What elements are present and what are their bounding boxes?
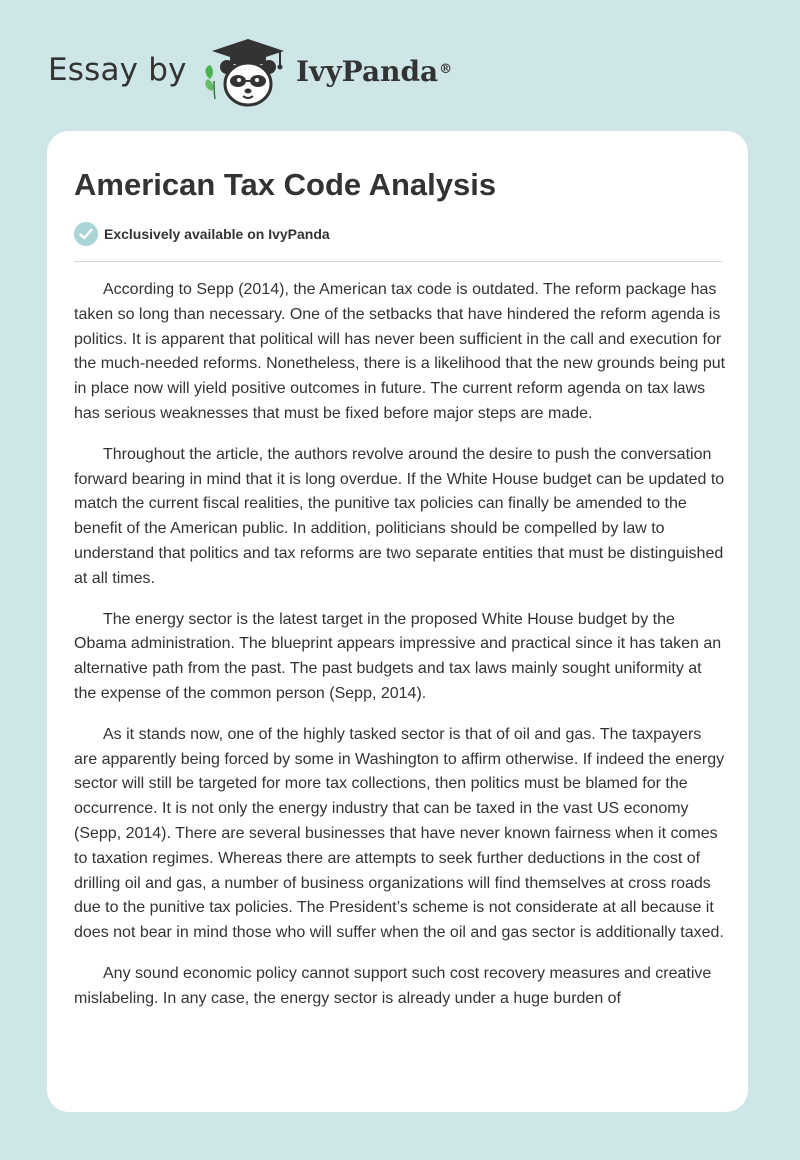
divider <box>74 261 723 262</box>
exclusive-badge-label: Exclusively available on IvyPanda <box>104 226 330 242</box>
essay-by-label: Essay by <box>48 52 187 88</box>
page-title: American Tax Code Analysis <box>74 167 497 202</box>
essay-paragraph: Throughout the article, the authors revolve around the desire to push the conversation forward bearing in mind that it is long overdue. If the White House budget can be updated to match the current fiscal realities, the punitive tax policies can finally be amended to the benefit of the American public. In addition, politicians should be compelled by law to understand that politics and tax reforms are two separate entities that must be distinguished at all times. <box>74 445 725 587</box>
essay-body <box>74 278 726 1028</box>
brand-name: IvyPanda <box>296 55 439 88</box>
exclusive-badge <box>74 221 330 247</box>
brand-logo-text[interactable] <box>296 54 452 90</box>
essay-paragraph: As it stands now, one of the highly tasked sector is that of oil and gas. The taxpayers are apparently being forced by some in Washington to affirm otherwise. If indeed the energy sector will still be targeted for more tax collections, then politics must be blamed for the occurrence. It is not only the energy industry that can be taxed in the vast US economy (Sepp, 2014). There are several businesses that have never known fairness when it comes to taxation regimes. Whereas there are attempts to seek further deductions in the cost of drilling oil and gas, a number of business organizations will find themselves at cross roads due to the punitive tax policies. The President’s scheme is not considerate at all because it does not bear in mind those who will suffer when the oil and gas sector is additionally taxed. <box>74 725 725 942</box>
site-header <box>0 0 800 130</box>
check-circle-icon <box>74 222 98 246</box>
registered-mark: ® <box>439 62 453 77</box>
panda-graduate-icon[interactable] <box>200 35 292 109</box>
essay-paragraph: Any sound economic policy cannot support such cost recovery measures and creative mislabeling. In any case, the energy sector is already under a huge burden of <box>74 964 712 1007</box>
essay-paragraph: The energy sector is the latest target in the proposed White House budget by the Obama administration. The blueprint appears impressive and practical since it has taken an alternative path from the past. The past budgets and tax laws mainly sought uniformity at the expense of the common person (Sepp, 2014). <box>74 610 722 702</box>
essay-paragraph: According to Sepp (2014), the American tax code is outdated. The reform package has taken so long than necessary. One of the setbacks that have hindered the reform agenda is politics. It is apparent that political will has never been sufficient in the call and execution for the much-needed reforms. Nonetheless, there is a likelihood that the new grounds being put in place now will yield positive outcomes in future. The current reform agenda on tax laws has serious weaknesses that must be fixed before major steps are made. <box>74 281 726 422</box>
essay-card <box>47 131 748 1112</box>
